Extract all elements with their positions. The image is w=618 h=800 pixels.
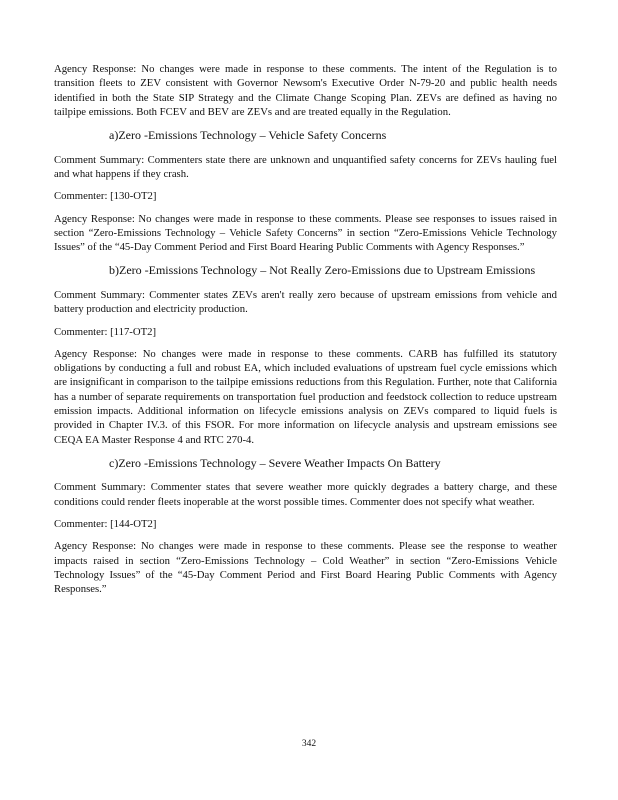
page-content xyxy=(54,62,557,597)
heading-vehicle-safety: a)Zero -Emissions Technology – Vehicle Safety Concerns xyxy=(109,128,387,143)
heading-severe-weather: c)Zero -Emissions Technology – Severe Weather Impacts On Battery xyxy=(109,455,441,470)
agency-response-safety: Agency Response: No changes were made in response to these comments. Please see responses to issues raised in section “Zero-Emissions Technology – Vehicle Safety Concerns” in section “Zero-Emissions Vehicle Technology Issues” of the “45-Day Comment Period and First Board Hearing Public Comments with Agency Responses.” xyxy=(54,212,557,254)
commenter-upstream: Commenter: [117-OT2] xyxy=(54,325,157,338)
commenter-safety: Commenter: [130-OT2] xyxy=(54,190,157,203)
agency-response-weather: Agency Response: No changes were made in response to these comments. Please see the response to weather impacts raised in section “Zero-Emissions Technology – Cold Weather” in section “Zero-Emissions Vehicle Technology Issues” of the “45-Day Comment Period and First Board Hearing Public Comments with Agency Responses.” xyxy=(54,540,557,596)
heading-upstream-emissions: b)Zero -Emissions Technology – Not Really Zero-Emissions due to Upstream Emissions xyxy=(109,263,536,278)
commenter-weather: Commenter: [144-OT2] xyxy=(54,518,157,531)
comment-summary-upstream: Comment Summary: Commenter states ZEVs aren't really zero because of upstream emissions from vehicle and battery production and electricity production. xyxy=(54,288,557,316)
agency-response-upstream: Agency Response: No changes were made in response to these comments. CARB has fulfilled its statutory obligations by conducting a full and robust EA, which included evaluations of upstream fuel cycle emissions which are insignificant in comparison to the tailpipe emissions reductions from this Regulation. Further, note that California has a number of separate requirements on transportation fuel production and feedstock collection to reduce upstream emission impacts. Additional information on lifecycle emissions analysis on ZEVs compared to liquid fuels is provided in Chapter IV.3. of this FSOR. For more information on lifecycle analysis and upstream emissions see CEQA EA Master Response 4 and RTC 270-4. xyxy=(54,347,557,446)
agency-response-intro: Agency Response: No changes were made in response to these comments. The intent of the Regulation is to transition fleets to ZEV consistent with Governor Newsom's Executive Order N-79-20 and public health needs identified in both the State SIP Strategy and the Climate Change Scoping Plan. ZEVs are defined as having no tailpipe emissions. Both FCEV and BEV are ZEVs and are treated equally in the Regulation. xyxy=(54,63,557,118)
page-number: 342 xyxy=(301,739,317,749)
comment-summary-safety: Comment Summary: Commenters state there are unknown and unquantified safety concerns for ZEVs hauling fuel and what happens if they crash. xyxy=(54,153,557,180)
comment-summary-weather: Comment Summary: Commenter states that severe weather more quickly degrades a battery charge, and these conditions could render fleets inoperable at the worst possible times. Commenter does not specify what weather. xyxy=(54,481,557,508)
